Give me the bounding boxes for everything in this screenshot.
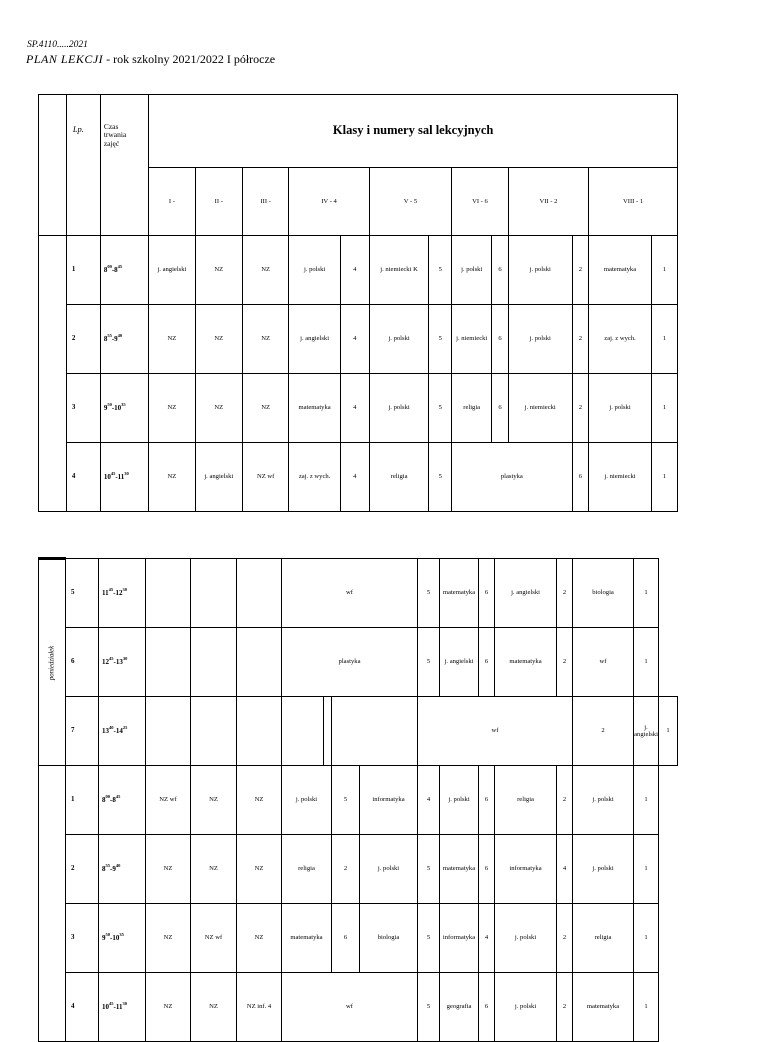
subject-cell: NZ xyxy=(146,904,191,973)
subject-cell: NZ wf xyxy=(191,904,237,973)
room-cell: 1 xyxy=(634,835,659,904)
day-cell xyxy=(39,236,67,512)
table-row xyxy=(39,628,678,697)
subject-cell: j. polski xyxy=(360,835,418,904)
subject-cell: j. polski xyxy=(508,236,572,305)
lesson-number: 3 xyxy=(66,374,100,443)
class-header: IV - 4 xyxy=(289,168,369,236)
room-cell: 6 xyxy=(492,374,508,443)
table-row xyxy=(39,236,678,305)
subject-cell: informatyka xyxy=(360,766,418,835)
subject-cell: matematyka xyxy=(573,973,634,1042)
table-row xyxy=(39,766,678,835)
room-cell: 1 xyxy=(651,443,677,512)
subject-cell: NZ wf xyxy=(146,766,191,835)
day-cell-monday xyxy=(39,559,66,766)
subject-cell: NZ xyxy=(242,374,288,443)
plan-title: PLAN LEKCJI xyxy=(26,52,104,66)
room-cell: 5 xyxy=(429,305,452,374)
subject-cell xyxy=(237,559,282,628)
table-row xyxy=(39,559,678,628)
subject-cell: j. polski xyxy=(289,236,341,305)
table-row xyxy=(39,973,678,1042)
room-cell: 6 xyxy=(479,628,495,697)
room-cell: 4 xyxy=(340,305,369,374)
room-cell: 4 xyxy=(418,766,440,835)
lesson-time: $8^{00}-8^{45}$ xyxy=(100,236,148,305)
subject-cell: NZ xyxy=(237,766,282,835)
lesson-number: 4 xyxy=(66,443,100,512)
lesson-number: 7 xyxy=(66,697,99,766)
subject-cell: matematyka xyxy=(289,374,341,443)
subject-cell xyxy=(146,628,191,697)
room-cell: 2 xyxy=(557,904,573,973)
class-header: II - xyxy=(195,168,242,236)
subject-cell: NZ xyxy=(149,443,195,512)
subject-cell: biologia xyxy=(360,904,418,973)
room-cell: 5 xyxy=(429,443,452,512)
lesson-time: $13^{40}-14^{25}$ xyxy=(99,697,146,766)
subject-cell: j. polski xyxy=(369,374,429,443)
day-column-header xyxy=(39,95,67,236)
lesson-time: $8^{00}-8^{45}$ xyxy=(99,766,146,835)
subject-cell: j. polski xyxy=(282,766,332,835)
lesson-time: $9^{50}-10^{35}$ xyxy=(99,904,146,973)
subject-cell: j. polski xyxy=(573,766,634,835)
table-row xyxy=(39,305,678,374)
subject-cell xyxy=(237,628,282,697)
lesson-number: 5 xyxy=(66,559,99,628)
subject-cell: matematyka xyxy=(440,559,479,628)
subject-cell: religia xyxy=(573,904,634,973)
subject-cell: j. angielski xyxy=(634,697,659,766)
table-row xyxy=(39,374,678,443)
subject-cell: matematyka xyxy=(282,904,332,973)
room-cell: 2 xyxy=(332,835,360,904)
room-cell: 6 xyxy=(572,443,588,512)
subject-cell-merged: plastyka xyxy=(282,628,418,697)
room-cell: 2 xyxy=(557,559,573,628)
subject-cell: NZ xyxy=(191,766,237,835)
day-label: poniedziałek xyxy=(48,645,56,680)
room-cell: 1 xyxy=(634,904,659,973)
table-row xyxy=(39,904,678,973)
room-cell: 4 xyxy=(340,236,369,305)
lesson-number: 4 xyxy=(66,973,99,1042)
subject-cell: religia xyxy=(369,443,429,512)
room-cell: 5 xyxy=(429,236,452,305)
room-cell: 1 xyxy=(634,973,659,1042)
table-row xyxy=(39,835,678,904)
czas-header: Czas trwania zajęć xyxy=(100,95,148,236)
subject-cell: NZ xyxy=(149,374,195,443)
room-cell: 1 xyxy=(651,374,677,443)
document-code: SP.4110.....2021 xyxy=(27,40,88,50)
subject-cell: religia xyxy=(452,374,492,443)
subject-cell: matematyka xyxy=(440,835,479,904)
subject-cell: j. polski xyxy=(369,305,429,374)
subject-cell: j. angielski xyxy=(149,236,195,305)
class-header: I - xyxy=(149,168,195,236)
lesson-number: 1 xyxy=(66,766,99,835)
lesson-number: 2 xyxy=(66,305,100,374)
room-cell: 1 xyxy=(651,236,677,305)
room-cell: 4 xyxy=(340,374,369,443)
subject-cell: j. niemiecki xyxy=(589,443,652,512)
class-header: V - 5 xyxy=(369,168,451,236)
room-cell: 2 xyxy=(557,766,573,835)
room-cell: 2 xyxy=(557,973,573,1042)
subject-cell: j. niemiecki K xyxy=(369,236,429,305)
room-cell: 4 xyxy=(557,835,573,904)
subject-cell-merged: wf xyxy=(282,973,418,1042)
subject-cell xyxy=(146,697,191,766)
subject-cell: j. polski xyxy=(508,305,572,374)
room-cell: 1 xyxy=(634,628,659,697)
header-row xyxy=(39,95,678,168)
subject-cell: NZ xyxy=(195,305,242,374)
subject-cell: NZ xyxy=(195,236,242,305)
subject-cell: zaj. z wych. xyxy=(589,305,652,374)
room-cell: 5 xyxy=(429,374,452,443)
room-cell: 6 xyxy=(479,559,495,628)
subject-cell xyxy=(146,559,191,628)
subject-cell-merged: plastyka xyxy=(452,443,573,512)
subject-cell: matematyka xyxy=(495,628,557,697)
schedule-table-2 xyxy=(38,557,678,1042)
class-header: VIII - 1 xyxy=(589,168,678,236)
subject-cell: zaj. z wych. xyxy=(289,443,341,512)
subject-cell: religia xyxy=(282,835,332,904)
subject-cell xyxy=(324,697,332,766)
room-cell: 4 xyxy=(479,904,495,973)
subject-cell: j. polski xyxy=(452,236,492,305)
lesson-time: $10^{45}-11^{30}$ xyxy=(99,973,146,1042)
room-cell: 6 xyxy=(479,766,495,835)
subject-cell: NZ xyxy=(242,236,288,305)
subject-cell xyxy=(237,697,282,766)
subject-cell xyxy=(191,559,237,628)
room-cell: 1 xyxy=(651,305,677,374)
room-cell: 2 xyxy=(557,628,573,697)
room-cell: 4 xyxy=(340,443,369,512)
subject-cell: biologia xyxy=(573,559,634,628)
lesson-number: 6 xyxy=(66,628,99,697)
subject-cell: matematyka xyxy=(589,236,652,305)
subject-cell: NZ xyxy=(146,973,191,1042)
subject-cell: NZ xyxy=(149,305,195,374)
subject-cell: j. polski xyxy=(589,374,652,443)
day-cell-tuesday xyxy=(39,766,66,1042)
room-cell: 1 xyxy=(634,766,659,835)
lesson-number: 2 xyxy=(66,835,99,904)
subject-cell: j. angielski xyxy=(289,305,341,374)
subject-cell: NZ wf xyxy=(242,443,288,512)
subject-cell: NZ xyxy=(237,904,282,973)
document-title xyxy=(26,52,275,67)
subject-cell-merged: wf xyxy=(282,559,418,628)
class-header: VI - 6 xyxy=(452,168,509,236)
table-row xyxy=(39,443,678,512)
subject-cell-merged: wf xyxy=(418,697,573,766)
subject-cell: j. niemiecki xyxy=(452,305,492,374)
subject-cell: j. angielski xyxy=(195,443,242,512)
class-header: VII - 2 xyxy=(508,168,588,236)
lesson-time: $8^{55}-9^{40}$ xyxy=(100,305,148,374)
lp-header: Lp. xyxy=(66,95,100,236)
subject-cell: NZ inf. 4 xyxy=(237,973,282,1042)
room-cell: 2 xyxy=(573,697,634,766)
subject-cell: j. angielski xyxy=(440,628,479,697)
room-cell: 2 xyxy=(572,305,588,374)
subject-cell: j. polski xyxy=(440,766,479,835)
lesson-time: $9^{50}-10^{35}$ xyxy=(100,374,148,443)
subject-cell xyxy=(191,697,237,766)
lesson-time: $11^{45}-12^{30}$ xyxy=(99,559,146,628)
lesson-number: 1 xyxy=(66,236,100,305)
subject-cell: NZ xyxy=(195,374,242,443)
room-cell: 6 xyxy=(479,973,495,1042)
room-cell: 2 xyxy=(572,236,588,305)
room-cell: 6 xyxy=(492,305,508,374)
room-cell: 5 xyxy=(418,835,440,904)
lesson-time: $8^{55}-9^{40}$ xyxy=(99,835,146,904)
room-cell: 6 xyxy=(479,835,495,904)
table-title: Klasy i numery sal lekcyjnych xyxy=(149,95,678,168)
room-cell: 5 xyxy=(332,766,360,835)
subject-cell: j. polski xyxy=(495,904,557,973)
subject-cell: informatyka xyxy=(440,904,479,973)
subject-cell: geografia xyxy=(440,973,479,1042)
room-cell: 5 xyxy=(418,628,440,697)
room-cell: 2 xyxy=(572,374,588,443)
room-cell: 5 xyxy=(418,559,440,628)
lesson-number: 3 xyxy=(66,904,99,973)
room-cell: 6 xyxy=(492,236,508,305)
subject-cell xyxy=(191,628,237,697)
lesson-time: $12^{45}-13^{30}$ xyxy=(99,628,146,697)
lesson-time: $10^{45}-11^{30}$ xyxy=(100,443,148,512)
subject-cell: religia xyxy=(495,766,557,835)
table-row xyxy=(39,697,678,766)
subject-cell xyxy=(332,697,418,766)
subject-cell: j. polski xyxy=(495,973,557,1042)
subject-cell: j. niemiecki xyxy=(508,374,572,443)
school-year: - rok szkolny 2021/2022 I półrocze xyxy=(103,52,276,66)
subject-cell xyxy=(282,697,324,766)
room-cell: 5 xyxy=(418,904,440,973)
subject-cell: NZ xyxy=(146,835,191,904)
subject-cell: j. polski xyxy=(573,835,634,904)
class-header: III - xyxy=(242,168,288,236)
subject-cell: NZ xyxy=(242,305,288,374)
room-cell: 6 xyxy=(332,904,360,973)
room-cell: 5 xyxy=(418,973,440,1042)
subject-cell: NZ xyxy=(191,973,237,1042)
schedule-table-1 xyxy=(38,94,678,512)
subject-cell: NZ xyxy=(237,835,282,904)
subject-cell: j. angielski xyxy=(495,559,557,628)
room-cell: 1 xyxy=(659,697,678,766)
subject-cell: informatyka xyxy=(495,835,557,904)
subject-cell: NZ xyxy=(191,835,237,904)
room-cell: 1 xyxy=(634,559,659,628)
subject-cell: wf xyxy=(573,628,634,697)
